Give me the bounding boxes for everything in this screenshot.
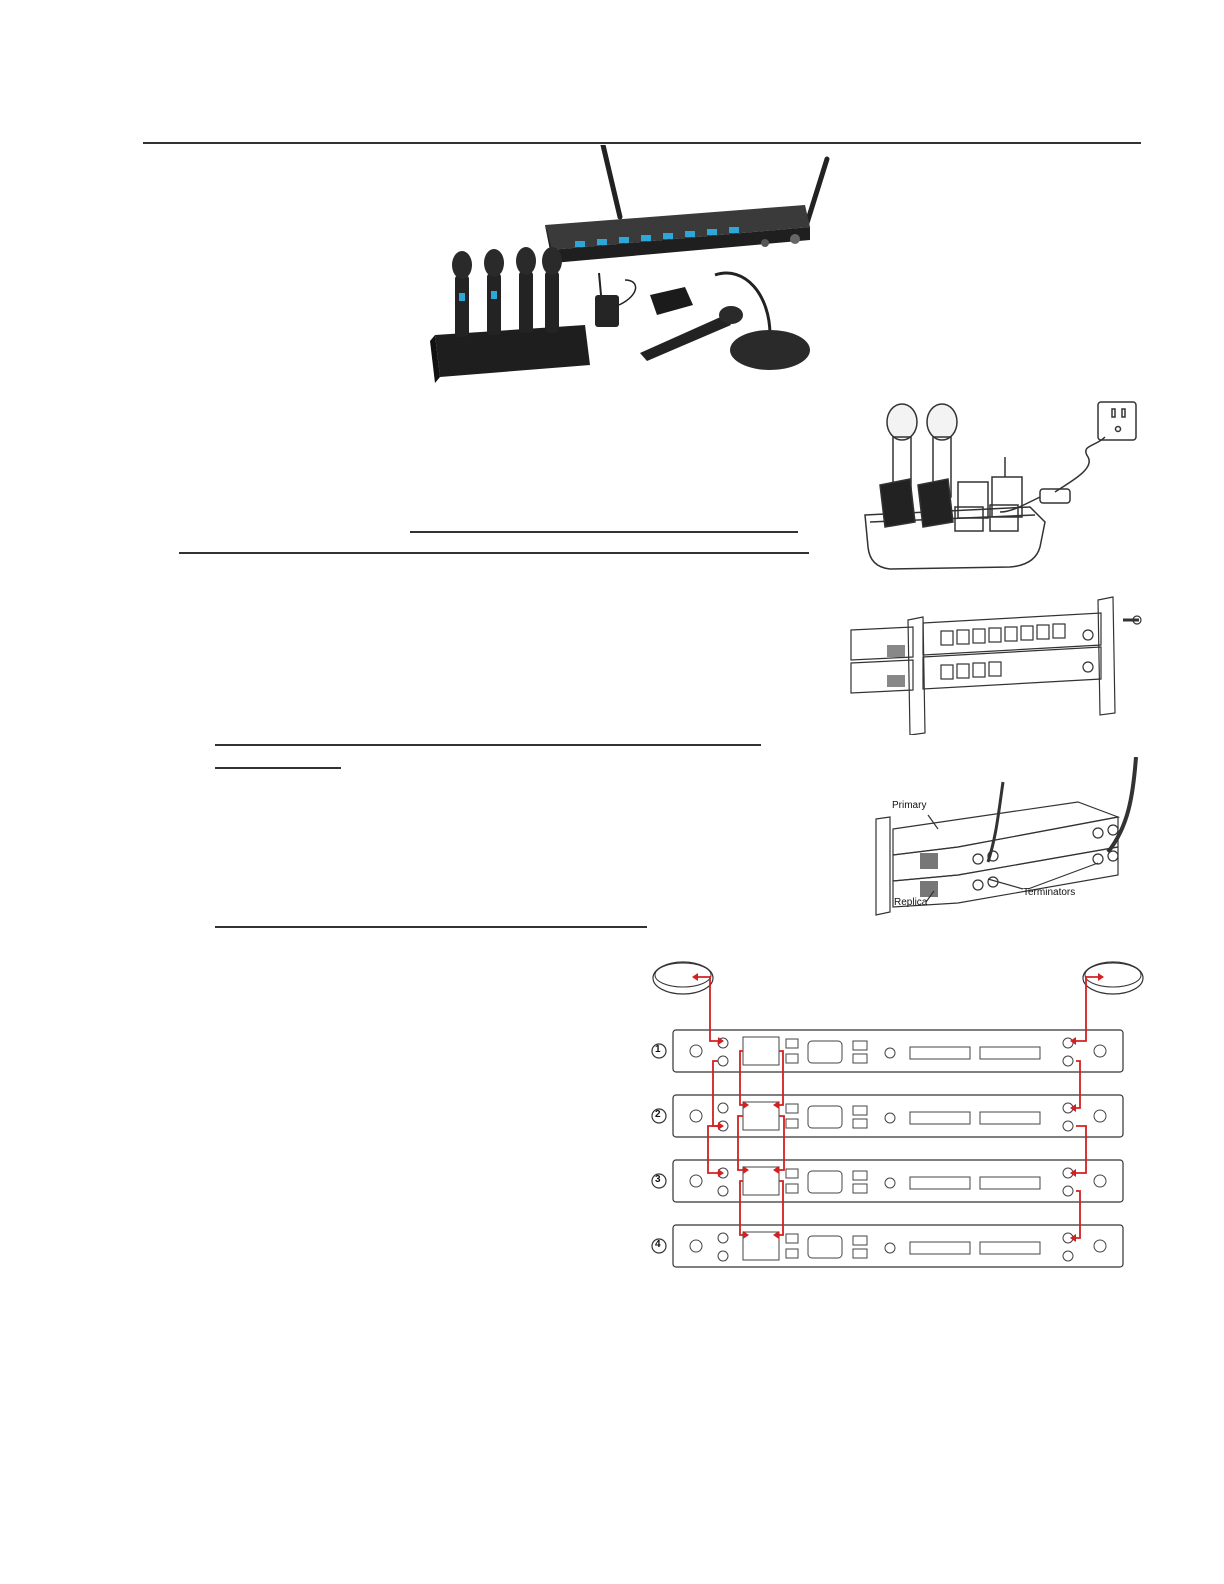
unit-number-3: 3 bbox=[655, 1174, 661, 1185]
underline-4 bbox=[215, 767, 341, 769]
unit-number-2: 2 bbox=[655, 1109, 661, 1120]
underline-3 bbox=[215, 744, 761, 746]
primary-replica-illustration bbox=[868, 757, 1143, 917]
underline-5 bbox=[215, 926, 647, 928]
unit-number-4: 4 bbox=[655, 1239, 661, 1250]
rack-mount-illustration bbox=[843, 595, 1143, 735]
terminators-label: Terminators bbox=[1023, 887, 1076, 898]
primary-label: Primary bbox=[892, 800, 927, 811]
unit-number-1: 1 bbox=[655, 1044, 661, 1055]
replica-label: Replica bbox=[894, 897, 928, 908]
header-rule bbox=[143, 142, 1141, 144]
daisy-chain-diagram bbox=[648, 955, 1148, 1275]
underline-1 bbox=[410, 531, 798, 533]
charger-illustration bbox=[860, 397, 1145, 572]
underline-2 bbox=[179, 552, 809, 554]
product-photo bbox=[425, 145, 835, 385]
